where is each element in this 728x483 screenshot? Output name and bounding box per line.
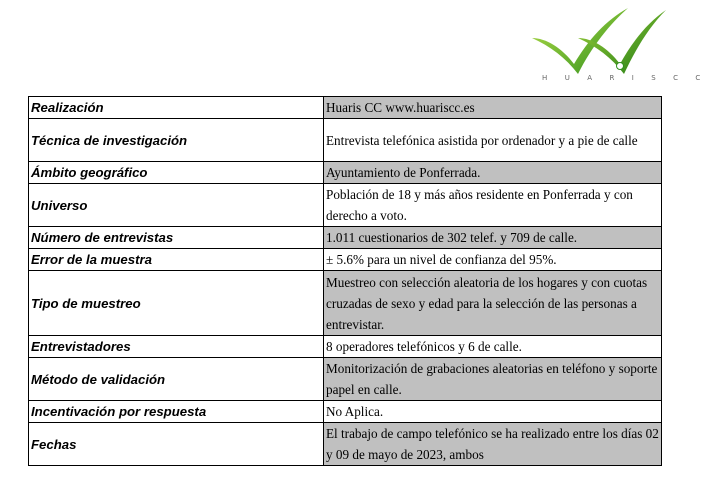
row-label: Entrevistadores [29,336,324,358]
table-row [29,423,662,466]
table-row [29,184,662,227]
technical-sheet-table [28,96,662,466]
table-row [29,119,662,162]
row-value: El trabajo de campo telefónico se ha realizado entre los días 02 y 09 de mayo de 2023, ambos [324,423,662,466]
row-value: 8 operadores telefónicos y 6 de calle. [324,336,662,358]
row-label: Realización [29,97,324,119]
table-row [29,336,662,358]
table-row [29,271,662,336]
row-label: Técnica de investigación [29,119,324,162]
row-label: Ámbito geográfico [29,162,324,184]
table-row [29,401,662,423]
row-value: Entrevista telefónica asistida por ordenador y a pie de calle [324,119,662,162]
huaris-logo [528,4,708,84]
table-row [29,227,662,249]
double-check-icon [528,4,668,76]
row-label: Número de entrevistas [29,227,324,249]
row-label: Método de validación [29,358,324,401]
row-value: Muestreo con selección aleatoria de los hogares y con cuotas cruzadas de sexo y edad para la selección de las personas a entrevistar. [324,271,662,336]
table-row [29,162,662,184]
row-label: Error de la muestra [29,249,324,271]
row-value: ± 5.6% para un nivel de confianza del 95%. [324,249,662,271]
row-value: Ayuntamiento de Ponferrada. [324,162,662,184]
row-label: Incentivación por respuesta [29,401,324,423]
row-value: Población de 18 y más años residente en Ponferrada y con derecho a voto. [324,184,662,227]
row-label: Universo [29,184,324,227]
row-value: Monitorización de grabaciones aleatorias en teléfono y soporte papel en calle. [324,358,662,401]
row-value: No Aplica. [324,401,662,423]
row-label: Fechas [29,423,324,466]
table-row [29,358,662,401]
row-value: Huaris CC www.huariscc.es [324,97,662,119]
logo-text: H U A R I S C C [542,74,708,82]
table-row [29,249,662,271]
row-label: Tipo de muestreo [29,271,324,336]
table-row [29,97,662,119]
row-value: 1.011 cuestionarios de 302 telef. y 709 de calle. [324,227,662,249]
